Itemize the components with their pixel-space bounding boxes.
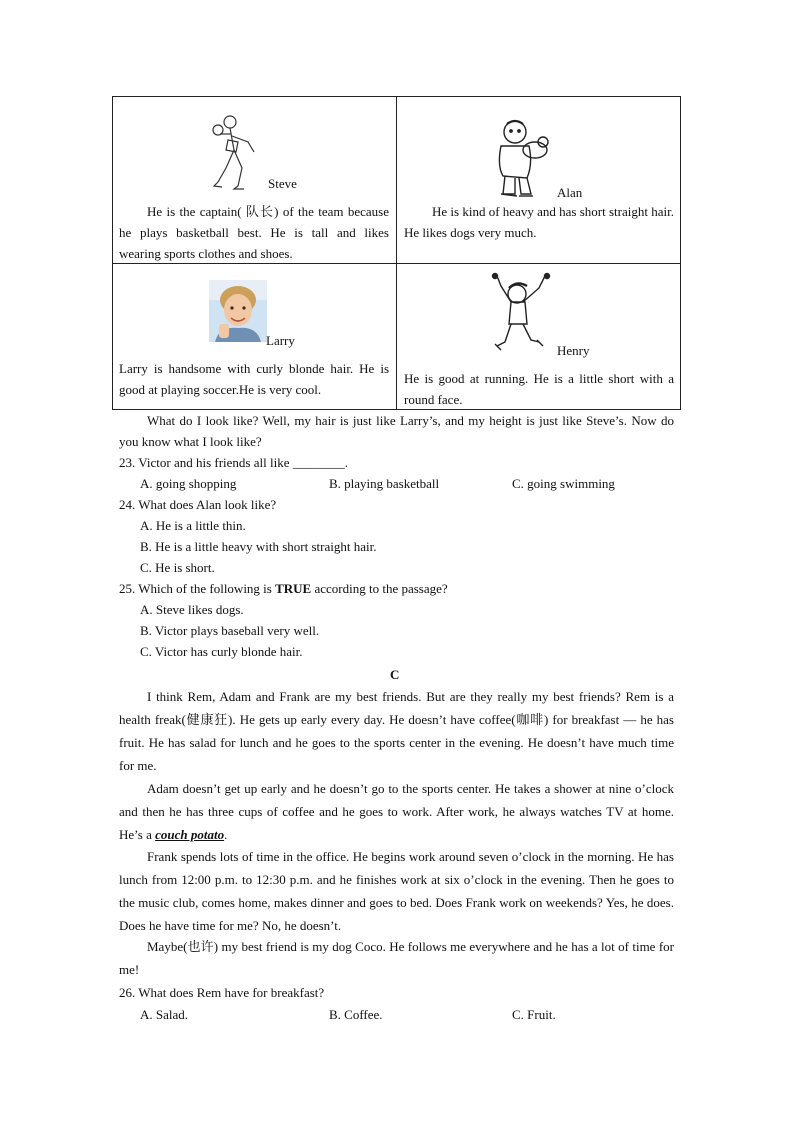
- couch-potato-emphasis: couch potato: [155, 827, 225, 842]
- henry-name: Henry: [557, 343, 590, 358]
- q25-option-a: A. Steve likes dogs.: [140, 602, 244, 617]
- question-24: 24. What does Alan look like?: [119, 497, 277, 512]
- section-c-heading: C: [390, 667, 400, 682]
- section-c-paragraph-4: Maybe(也许) my best friend is my dog Coco. He follows me everywhere and he has a lot of time for me!: [119, 939, 674, 977]
- q25-stem-end: according to the passage?: [311, 581, 448, 596]
- table-divider-vertical: [396, 96, 397, 410]
- alan-description: He is kind of heavy and has short straight hair. He likes dogs very much.: [404, 204, 674, 240]
- henry-description: He is good at running. He is a little short with a round face.: [404, 371, 674, 407]
- q24-option-c: C. He is short.: [140, 560, 215, 575]
- steve-name: Steve: [268, 176, 297, 191]
- q26-option-c: C. Fruit.: [512, 1007, 556, 1022]
- q23-option-a: A. going shopping: [140, 476, 237, 491]
- question-26: 26. What does Rem have for breakfast?: [119, 985, 325, 1000]
- larry-description: Larry is handsome with curly blonde hair. He is good at playing soccer.He is very cool.: [119, 361, 389, 397]
- alan-name: Alan: [557, 185, 583, 200]
- section-c-paragraph-1: I think Rem, Adam and Frank are my best friends. But are they really my best friends? Rem is a health freak(健康狂). He gets up early every day. He doesn’t have coffee(咖啡) for breakfast — he has fruit. He has salad for lunch and he goes to the sports center in the evening. He doesn’t have much time for me.: [119, 689, 674, 773]
- q24-option-a: A. He is a little thin.: [140, 518, 246, 533]
- steve-description: He is the captain( 队长) of the team because he plays basketball best. He is tall and likes wearing sports clothes and shoes.: [119, 204, 389, 261]
- q26-option-a: A. Salad.: [140, 1007, 189, 1022]
- q25-stem-bold: TRUE: [275, 581, 312, 596]
- question-25: [119, 578, 448, 599]
- intro-paragraph: What do I look like? Well, my hair is just like Larry’s, and my height is just like Steve’s. Now do you know what I look like?: [119, 413, 674, 449]
- q23-option-b: B. playing basketball: [329, 476, 440, 491]
- steve-basketball-illustration: [208, 112, 266, 190]
- q25-option-b: B. Victor plays baseball very well.: [140, 623, 320, 638]
- p2-text-end: .: [224, 827, 228, 842]
- q23-option-c: C. going swimming: [512, 476, 615, 491]
- q25-option-c: C. Victor has curly blonde hair.: [140, 644, 303, 659]
- q26-option-b: B. Coffee.: [329, 1007, 383, 1022]
- p2-text-start: Adam doesn’t get up early and he doesn’t go to the sports center. He takes a shower at nine o’clock and then he has three cups of coffee and he goes to work. After work, he always watches TV at home. He’s a: [119, 781, 674, 842]
- henry-running-illustration: [487, 272, 555, 356]
- section-c-paragraph-3: Frank spends lots of time in the office. He begins work around seven o’clock in the morning. He has lunch from 12:00 p.m. to 12:30 p.m. and he finishes work at six o’clock in the evening. Then he goes to the music club, comes home, makes dinner and goes to bed. Does Frank work on weekends? Yes, he does. Does he have time for me? No, he doesn’t.: [119, 849, 674, 933]
- q24-option-b: B. He is a little heavy with short straight hair.: [140, 539, 377, 554]
- larry-photo: [209, 280, 267, 342]
- section-c-paragraph-2: [119, 777, 674, 846]
- larry-name: Larry: [266, 333, 295, 348]
- alan-dog-illustration: [493, 116, 557, 200]
- q25-stem-start: 25. Which of the following is: [119, 581, 276, 596]
- question-23: 23. Victor and his friends all like ________.: [119, 455, 348, 470]
